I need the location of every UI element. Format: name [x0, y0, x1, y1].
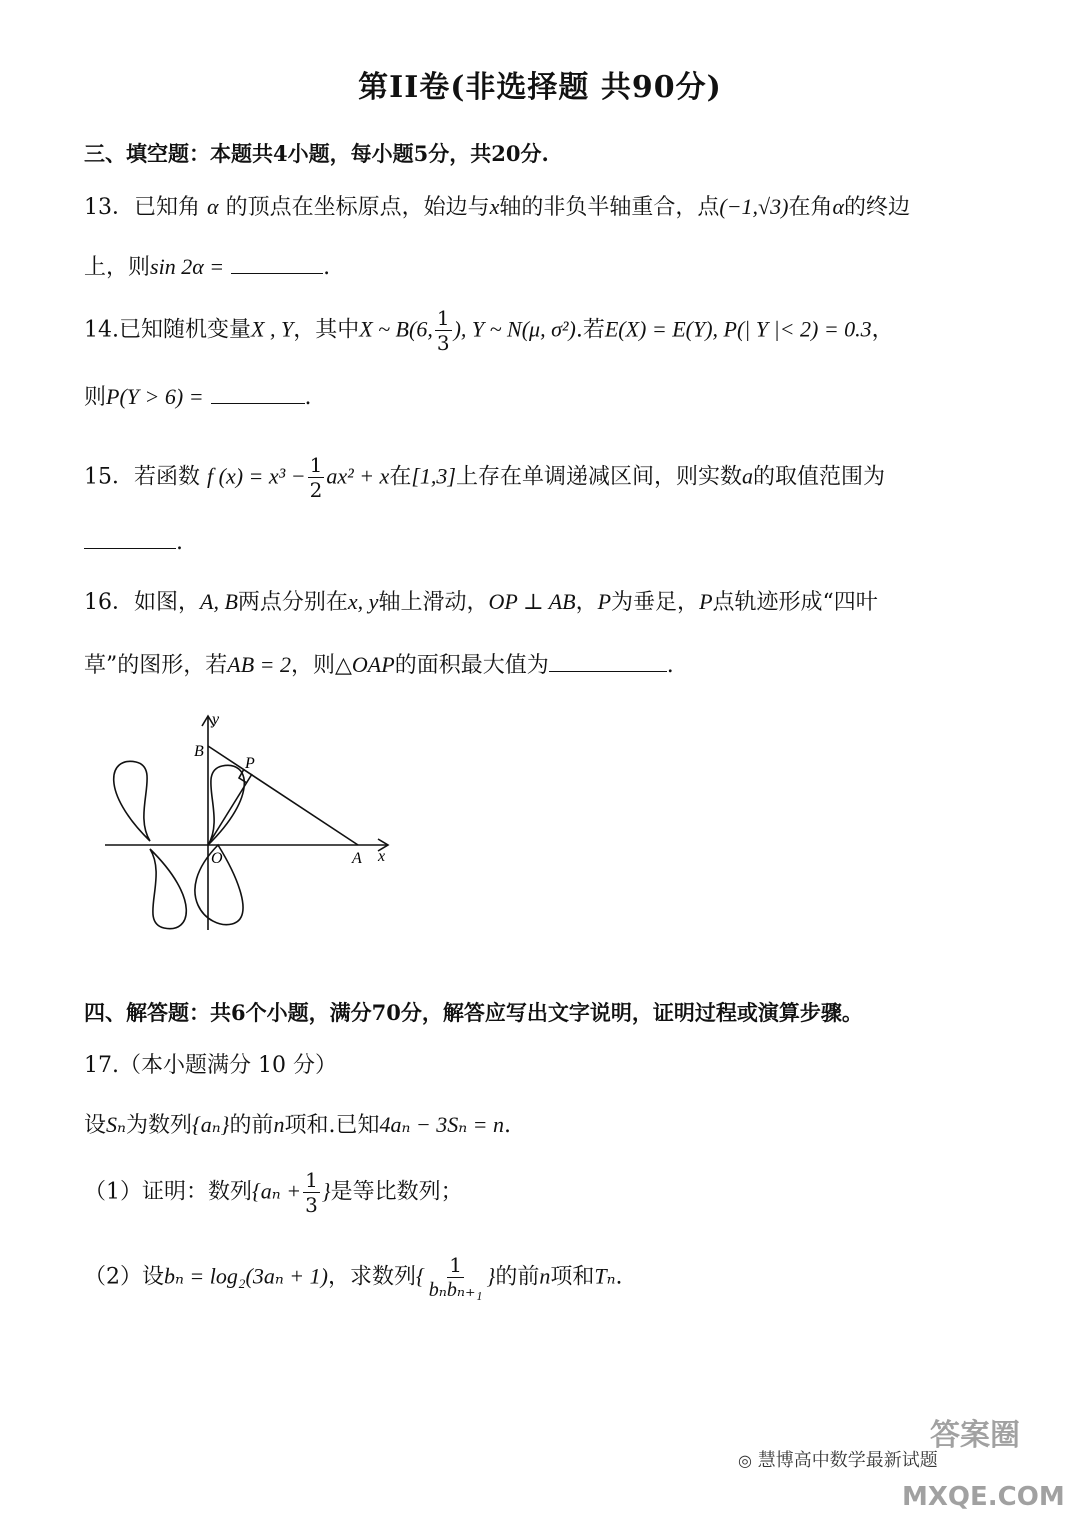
watermark-domain: MXQE.COM — [902, 1482, 1065, 1512]
q15-line2: . — [84, 530, 183, 555]
q17-equation: 4aₙ − 3Sₙ = n — [379, 1112, 505, 1137]
q13-answer-blank — [231, 272, 323, 274]
q15-answer-blank — [84, 547, 176, 549]
segment-op — [208, 774, 252, 845]
q13-expression: sin 2α = — [150, 254, 225, 279]
label-p: P — [245, 755, 255, 772]
q14-fraction: $\frac{1}{3}$ — [436, 306, 450, 355]
watermark-site: 答案圈 — [930, 1418, 1020, 1453]
q14-line2: 则P(Y > 6) = . — [84, 384, 312, 410]
q17-part2: （2）设bₙ = log₂(3aₙ + 1)，求数列{ $\frac{1}{\text{bₙbₙ₊₁}}$ }的前n项和Tₙ. — [84, 1253, 623, 1301]
q13-number: 13． — [84, 195, 134, 220]
section4-heading: 四、解答题：共6个小题，满分70分，解答应写出文字说明，证明过程或演算步骤。 — [84, 1000, 863, 1025]
q17-part1-fraction: $\frac{1}{3}$ — [305, 1168, 318, 1217]
segment-ab — [208, 746, 358, 845]
q14-line1: 14.已知随机变量X , Y，其中X ~ B(6, $\frac{1}{3}$ ), Y ~ N(μ, σ²).若E(X) = E(Y), P(| Y |< 2) = 0.3， — [84, 306, 894, 355]
q13-line1: 13．已知角 α 的顶点在坐标原点，始边与x轴的非负半轴重合，点(−1,√3)在角α的终边 — [84, 194, 911, 220]
leaf-upper-left — [114, 761, 150, 841]
q16-answer-blank — [549, 670, 667, 672]
label-a: A — [352, 850, 362, 867]
q13-point: (−1,√3) — [719, 194, 789, 219]
q17-part1: （1）证明：数列{aₙ + $\frac{1}{3}$ }是等比数列； — [84, 1168, 463, 1217]
four-leaf-clover-figure — [100, 708, 400, 938]
q16-line2: 草”的图形，若AB = 2，则△OAP的面积最大值为 . — [84, 652, 674, 678]
label-o: O — [211, 850, 223, 867]
wechat-icon: ◎ — [738, 1451, 752, 1470]
q16-number: 16． — [84, 590, 134, 615]
label-b: B — [194, 743, 204, 760]
q14-condition: E(X) = E(Y), P(| Y |< 2) = 0.3 — [604, 316, 872, 342]
q17-stem: 设Sₙ为数列{aₙ}的前n项和.已知4aₙ − 3Sₙ = n. — [84, 1112, 512, 1138]
leaf-lower-left — [150, 849, 186, 929]
q14-answer-blank — [211, 402, 305, 404]
q15-fraction: $\frac{1}{2}$ — [309, 453, 323, 502]
page-title: 第II卷(非选择题 共90分) — [358, 70, 722, 105]
watermark-account: ◎ 慧博高中数学最新试题 — [738, 1450, 938, 1471]
q16-line1: 16．如图，A, B两点分别在x, y轴上滑动，OP ⊥ AB，P为垂足，P点轨迹形成“四叶 — [84, 589, 878, 615]
q14-expression: P(Y > 6) = — [106, 384, 204, 409]
q17-header: 17.（本小题满分 10 分） — [84, 1053, 337, 1078]
q13-alpha: α — [207, 194, 219, 219]
q14-number: 14. — [84, 317, 119, 343]
q13-line2: 上，则sin 2α = . — [84, 254, 331, 280]
label-x: x — [378, 848, 386, 865]
section3-heading: 三、填空题：本题共4小题，每小题5分，共20分. — [84, 141, 549, 166]
q15-number: 15． — [84, 464, 134, 490]
label-y: y — [212, 711, 220, 728]
q17-part2-fraction: $\frac{1}{\text{bₙbₙ₊₁}}$ — [428, 1253, 483, 1301]
q15-line1: 15．若函数 f (x) = x³ − $\frac{1}{2}$ ax² + x在[1,3]上存在单调递减区间，则实数a的取值范围为 — [84, 453, 885, 502]
